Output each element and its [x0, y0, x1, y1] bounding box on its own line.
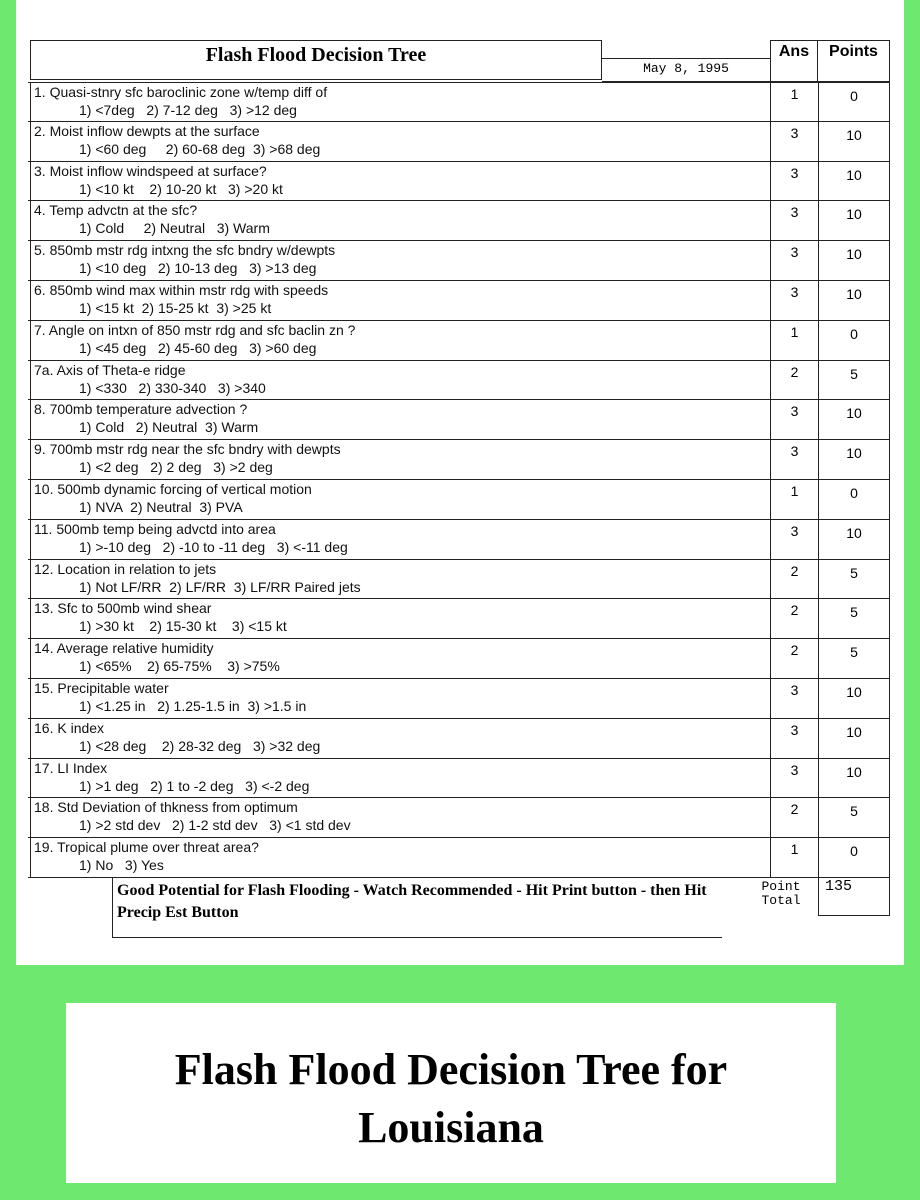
- question-text: 13. Sfc to 500mb wind shear: [34, 600, 212, 617]
- question-row: [28, 122, 890, 162]
- question-text: 19. Tropical plume over threat area?: [34, 839, 259, 856]
- answer-cell: 3: [770, 440, 818, 479]
- answer-cell: 3: [770, 719, 818, 758]
- answer-cell: 2: [770, 361, 818, 400]
- question-text: 12. Location in relation to jets: [34, 560, 217, 577]
- table-footer: [28, 878, 890, 938]
- points-cell: 5: [818, 798, 890, 837]
- points-cell: 5: [818, 599, 890, 638]
- question-cell: [30, 400, 770, 439]
- points-cell: 10: [818, 440, 890, 479]
- points-cell: 5: [818, 361, 890, 400]
- question-row: [28, 520, 890, 560]
- question-text: 9. 700mb mstr rdg near the sfc bndry with dewpts: [34, 441, 341, 458]
- question-options: 1) <28 deg 2) 28-32 deg 3) >32 deg: [79, 737, 321, 754]
- points-cell: 0: [818, 83, 890, 121]
- question-text: 1. Quasi-stnry sfc baroclinic zone w/temp diff of: [34, 84, 328, 100]
- caption-line-1: Flash Flood Decision Tree for: [174, 1045, 728, 1094]
- column-header-points: Points: [818, 40, 890, 82]
- question-cell: [30, 122, 770, 161]
- question-cell: [30, 201, 770, 240]
- recommendation-message: Good Potential for Flash Flooding - Watch Recommended - Hit Print button - then Hit Precip Est Button: [112, 878, 722, 938]
- points-cell: 5: [818, 560, 890, 599]
- question-options: 1) <10 deg 2) 10-13 deg 3) >13 deg: [79, 260, 317, 277]
- question-row: [28, 281, 890, 321]
- answer-cell: 1: [770, 480, 818, 519]
- question-cell: [30, 798, 770, 837]
- question-text: 8. 700mb temperature advection ?: [34, 401, 248, 418]
- question-options: 1) <2 deg 2) 2 deg 3) >2 deg: [79, 459, 273, 476]
- question-text: 4. Temp advctn at the sfc?: [34, 202, 198, 219]
- point-total-label: Point Total: [761, 878, 801, 908]
- question-cell: [30, 599, 770, 638]
- question-row: [28, 679, 890, 719]
- question-row: [28, 759, 890, 799]
- question-options: 1) <65% 2) 65-75% 3) >75%: [79, 658, 280, 675]
- answer-cell: 3: [770, 679, 818, 718]
- points-cell: 10: [818, 759, 890, 798]
- question-options: 1) Cold 2) Neutral 3) Warm: [79, 419, 259, 436]
- question-text: 14. Average relative humidity: [34, 640, 214, 657]
- question-options: 1) <10 kt 2) 10-20 kt 3) >20 kt: [79, 180, 283, 197]
- question-cell: [30, 520, 770, 559]
- caption-line-2: Louisiana: [358, 1103, 544, 1152]
- question-cell: [30, 759, 770, 798]
- question-rows: [28, 82, 890, 878]
- points-cell: 0: [818, 838, 890, 877]
- points-cell: 10: [818, 162, 890, 201]
- question-row: [28, 440, 890, 480]
- question-text: 18. Std Deviation of thkness from optimum: [34, 799, 298, 816]
- column-header-ans: Ans: [770, 40, 818, 82]
- question-row: [28, 201, 890, 241]
- points-cell: 10: [818, 122, 890, 161]
- question-options: 1) <7deg 2) 7-12 deg 3) >12 deg: [79, 102, 297, 118]
- answer-cell: 3: [770, 520, 818, 559]
- question-cell: [30, 321, 770, 360]
- question-cell: [30, 83, 770, 121]
- answer-cell: 1: [770, 838, 818, 877]
- question-options: 1) >1 deg 2) 1 to -2 deg 3) <-2 deg: [79, 777, 310, 794]
- answer-cell: 2: [770, 560, 818, 599]
- answer-cell: 3: [770, 400, 818, 439]
- question-text: 7. Angle on intxn of 850 mstr rdg and sfc baclin zn ?: [34, 321, 356, 338]
- points-cell: 10: [818, 400, 890, 439]
- answer-cell: 1: [770, 83, 818, 121]
- question-cell: [30, 838, 770, 877]
- question-row: [28, 560, 890, 600]
- question-row: [28, 400, 890, 440]
- question-options: 1) <1.25 in 2) 1.25-1.5 in 3) >1.5 in: [79, 697, 307, 714]
- question-row: [28, 480, 890, 520]
- question-row: [28, 798, 890, 838]
- question-options: 1) No 3) Yes: [79, 857, 164, 874]
- answer-cell: 1: [770, 321, 818, 360]
- question-text: 6. 850mb wind max within mstr rdg with speeds: [34, 281, 329, 298]
- points-cell: 10: [818, 281, 890, 320]
- question-text: 16. K index: [34, 719, 105, 736]
- caption-card: [66, 1003, 836, 1183]
- points-cell: 0: [818, 321, 890, 360]
- answer-cell: 3: [770, 201, 818, 240]
- question-options: 1) NVA 2) Neutral 3) PVA: [79, 498, 243, 515]
- points-cell: 10: [818, 679, 890, 718]
- question-cell: [30, 440, 770, 479]
- points-cell: 10: [818, 201, 890, 240]
- question-text: 7a. Axis of Theta-e ridge: [34, 361, 186, 378]
- question-cell: [30, 361, 770, 400]
- question-cell: [30, 281, 770, 320]
- question-text: 2. Moist inflow dewpts at the surface: [34, 122, 260, 139]
- points-cell: 0: [818, 480, 890, 519]
- points-cell: 10: [818, 520, 890, 559]
- question-text: 3. Moist inflow windspeed at surface?: [34, 162, 267, 179]
- question-cell: [30, 241, 770, 280]
- answer-cell: 3: [770, 162, 818, 201]
- question-row: [28, 321, 890, 361]
- question-row: [28, 838, 890, 878]
- form-date: May 8, 1995: [602, 58, 770, 82]
- question-cell: [30, 639, 770, 678]
- answer-cell: 2: [770, 599, 818, 638]
- question-cell: [30, 679, 770, 718]
- question-text: 10. 500mb dynamic forcing of vertical motion: [34, 480, 312, 497]
- question-text: 11. 500mb temp being advctd into area: [34, 520, 276, 537]
- question-options: 1) <330 2) 330-340 3) >340: [79, 379, 266, 396]
- table-header: [28, 40, 890, 82]
- question-cell: [30, 480, 770, 519]
- question-options: 1) Not LF/RR 2) LF/RR 3) LF/RR Paired jets: [79, 578, 361, 595]
- points-cell: 10: [818, 241, 890, 280]
- question-text: 17. LI Index: [34, 759, 108, 776]
- question-row: [28, 599, 890, 639]
- point-total-value: 135: [818, 878, 890, 916]
- form-title: Flash Flood Decision Tree: [30, 40, 602, 80]
- answer-cell: 3: [770, 759, 818, 798]
- question-row: [28, 241, 890, 281]
- question-options: 1) <60 deg 2) 60-68 deg 3) >68 deg: [79, 140, 321, 157]
- points-cell: 10: [818, 719, 890, 758]
- question-row: [28, 361, 890, 401]
- question-options: 1) >-10 deg 2) -10 to -11 deg 3) <-11 deg: [79, 538, 348, 555]
- answer-cell: 2: [770, 798, 818, 837]
- question-cell: [30, 719, 770, 758]
- answer-cell: 3: [770, 281, 818, 320]
- question-row: [28, 162, 890, 202]
- question-options: 1) >30 kt 2) 15-30 kt 3) <15 kt: [79, 618, 287, 635]
- question-row: [28, 82, 890, 122]
- question-options: 1) Cold 2) Neutral 3) Warm: [79, 220, 270, 237]
- question-options: 1) <45 deg 2) 45-60 deg 3) >60 deg: [79, 339, 317, 356]
- answer-cell: 3: [770, 122, 818, 161]
- decision-table: [28, 40, 890, 938]
- answer-cell: 2: [770, 639, 818, 678]
- question-options: 1) <15 kt 2) 15-25 kt 3) >25 kt: [79, 299, 272, 316]
- question-text: 15. Precipitable water: [34, 679, 169, 696]
- question-text: 5. 850mb mstr rdg intxng the sfc bndry w/dewpts: [34, 242, 336, 259]
- points-cell: 5: [818, 639, 890, 678]
- question-options: 1) >2 std dev 2) 1-2 std dev 3) <1 std dev: [79, 817, 351, 834]
- question-row: [28, 639, 890, 679]
- question-cell: [30, 162, 770, 201]
- question-cell: [30, 560, 770, 599]
- question-row: [28, 719, 890, 759]
- answer-cell: 3: [770, 241, 818, 280]
